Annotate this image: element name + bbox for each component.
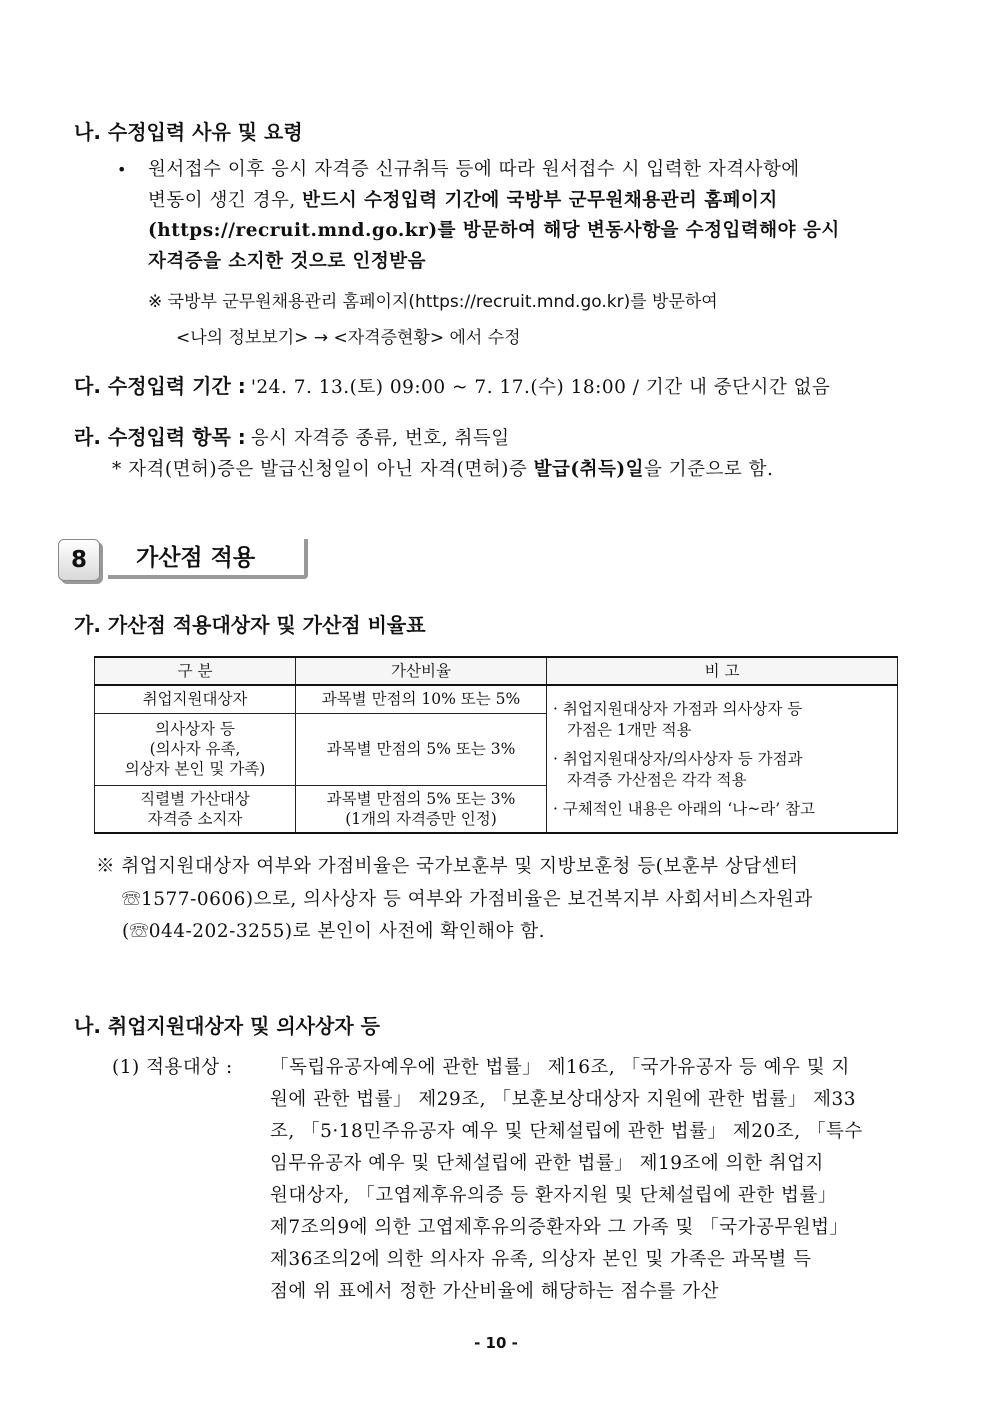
na-note-line2: <나의 정보보기> → <자격증현황> 에서 수정 [176, 328, 521, 348]
table-header-notes: 비 고 [547, 657, 898, 685]
page-number: - 10 - [474, 1334, 518, 1352]
na-text-line2-bold: 반드시 수정입력 기간에 국방부 군무원채용관리 홈페이지 [302, 190, 778, 211]
ra-note [112, 455, 773, 481]
table-note-line2: ☏1577-0606)으로, 의사상자 등 여부와 가점비율은 보건복지부 사회서비스자원과 [122, 889, 813, 910]
na-text-line2-normal: 변동이 생긴 경우, [148, 190, 303, 211]
na2-line: 임무유공자 예우 및 단체설립에 관한 법률」 제19조에 의한 취업지 [270, 1153, 824, 1174]
table-header-row [95, 657, 898, 685]
table-cell-ratio: 과목별 만점의 5% 또는 3% [296, 713, 547, 785]
note-line: · 취업지원대상자/의사상자 등 가점과 [553, 749, 803, 768]
bullet-marker: • [117, 160, 127, 179]
na2-line: 원대상자, 「고엽제후유의증 등 환자지원 및 단체설립에 관한 법률」 [270, 1185, 837, 1206]
cell-line: 과목별 만점의 5% 또는 3% [326, 789, 516, 808]
cell-line: 자격증 소지자 [147, 809, 243, 828]
ra-note-bold: 발급(취득)일 [533, 459, 644, 480]
na-text-line2 [148, 186, 778, 212]
cell-line: 의사상자 등 [155, 720, 235, 738]
na2-line: 원에 관한 법률」 제29조, 「보훈보상대상자 지원에 관한 법률」 제33 [270, 1089, 857, 1110]
table-cell-category: 취업지원대상자 [95, 685, 296, 713]
cell-line: (1개의 자격증만 인정) [345, 809, 497, 828]
na-text-line1: 원서접수 이후 응시 자격증 신규취득 등에 따라 원서접수 시 입력한 자격사항에 [148, 159, 800, 180]
ra-note-post: 을 기준으로 함. [643, 459, 774, 480]
note-line: · 취업지원대상자 가점과 의사상자 등 [553, 699, 803, 718]
note-line: · 구체적인 내용은 아래의 ‘나~라’ 참고 [553, 799, 816, 818]
cell-line: 의상자 본인 및 가족) [124, 760, 266, 778]
table-header-category: 구 분 [95, 657, 296, 685]
table-cell-ratio: 과목별 만점의 10% 또는 5% [296, 685, 547, 713]
table-row [95, 685, 898, 713]
na2-label: (1) 적용대상 : [112, 1057, 233, 1078]
table-header-ratio: 가산비율 [296, 657, 547, 685]
heading-da: 다. 수정입력 기간 : [74, 374, 246, 398]
note-line: 가점은 1개만 적용 [567, 720, 692, 739]
section-title: 가산점 적용 [108, 539, 308, 579]
table-cell-ratio [296, 785, 547, 833]
na2-line: 제7조의9에 의한 고엽제후유의증환자와 그 가족 및 「국가공무원법」 [270, 1217, 849, 1238]
heading-ga: 가. 가산점 적용대상자 및 가산점 비율표 [74, 613, 426, 637]
na2-line: 점에 위 표에서 정한 가산비율에 해당하는 점수를 가산 [270, 1281, 719, 1302]
table-cell-notes [547, 685, 898, 833]
ra-line [74, 421, 510, 450]
bonus-ratio-table [94, 656, 898, 834]
na-text-line4: 자격증을 소지한 것으로 인정받음 [148, 251, 427, 272]
na-text-line3: (https://recruit.mnd.go.kr)를 방문하여 해당 변동사항을 수정입력해야 응시 [148, 220, 840, 241]
na2-line: 「독립유공자예우에 관한 법률」 제16조, 「국가유공자 등 예우 및 지 [270, 1057, 850, 1078]
table-note-line3: (☏044-202-3255)로 본인이 사전에 확인해야 함. [122, 921, 545, 942]
table-note-line1: ※ 취업지원대상자 여부와 가점비율은 국가보훈부 및 지방보훈청 등(보훈부 상담센터 [96, 856, 799, 877]
ra-note-pre: * 자격(면허)증은 발급신청일이 아닌 자격(면허)증 [112, 459, 534, 480]
note-line: 자격증 가산점은 각각 적용 [567, 770, 747, 789]
na2-line: 조, 「5·18민주유공자 예우 및 단체설립에 관한 법률」 제20조, 「특수 [270, 1121, 863, 1142]
na2-line: 제36조의2에 의한 의사자 유족, 의상자 본인 및 가족은 과목별 득 [270, 1249, 812, 1270]
da-period-text: '24. 7. 13.(토) 09:00 ~ 7. 17.(수) 18:00 / 기간 내 중단시간 없음 [250, 377, 831, 398]
heading-na2: 나. 취업지원대상자 및 의사상자 등 [74, 1014, 380, 1038]
heading-ra: 라. 수정입력 항목 : [74, 425, 246, 449]
table-cell-category [95, 713, 296, 785]
cell-line: (의사자 유족, [149, 740, 241, 758]
section-number-badge: 8 [58, 539, 100, 581]
heading-na: 나. 수정입력 사유 및 요령 [74, 120, 303, 144]
na-note-line1: ※ 국방부 군무원채용관리 홈페이지(https://recruit.mnd.go.kr)를 방문하여 [148, 292, 718, 312]
table-cell-category [95, 785, 296, 833]
da-line [74, 370, 830, 399]
cell-line: 직렬별 가산대상 [140, 789, 250, 808]
ra-items-text: 응시 자격증 종류, 번호, 취득일 [250, 428, 510, 449]
